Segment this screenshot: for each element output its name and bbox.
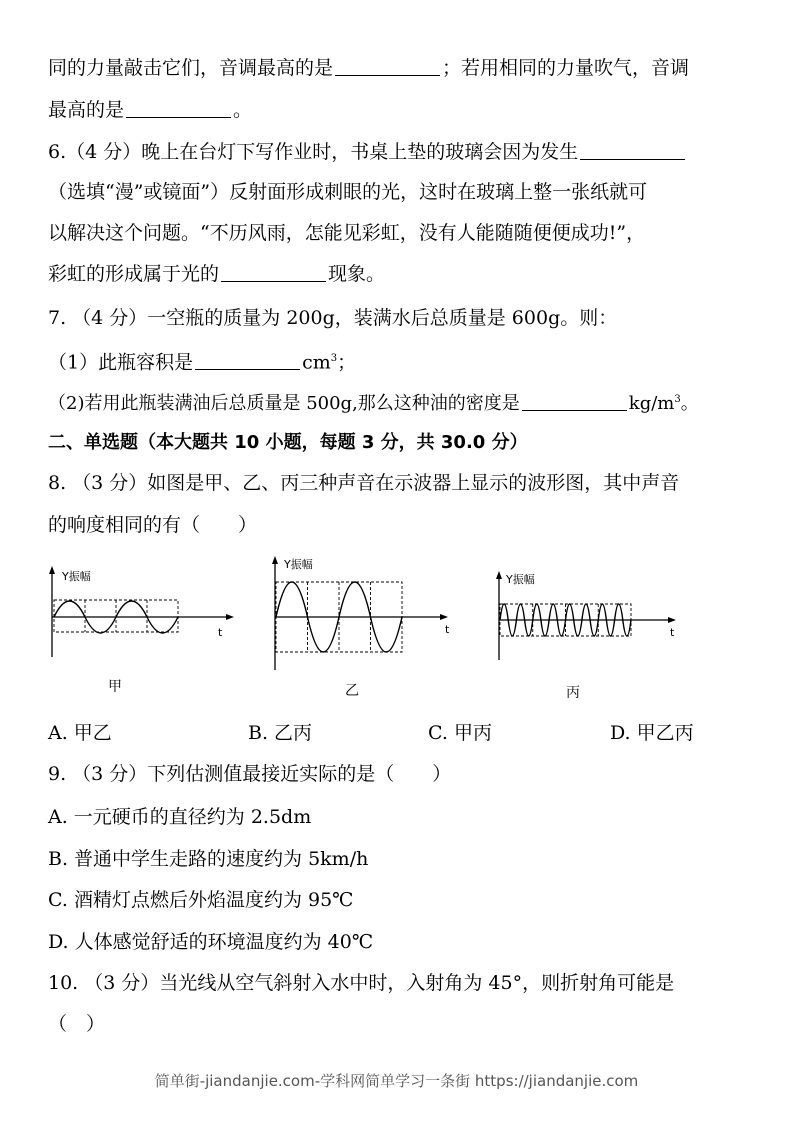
answer-blank[interactable] xyxy=(335,55,440,76)
q8-option-c[interactable]: C. 甲丙 xyxy=(428,722,492,744)
q9-text: 9. （3 分）下列估测值最接近实际的是（ ） xyxy=(48,763,452,785)
x-label: t xyxy=(670,626,675,639)
q6-text-d: 彩虹的形成属于光的 xyxy=(48,263,220,285)
q8-text-b: 的响度相同的有（ ） xyxy=(48,514,258,536)
answer-blank[interactable] xyxy=(126,97,231,118)
q10-line-1 xyxy=(48,970,674,996)
x-axis-arrow xyxy=(668,617,676,623)
waveform-bing xyxy=(486,565,686,665)
q7-p2-unit: kg/m xyxy=(628,393,675,414)
answer-blank[interactable] xyxy=(580,139,685,160)
q5-line-1 xyxy=(48,55,689,81)
q5-text-b: ；若用相同的力量吹气，音调 xyxy=(442,57,690,79)
q8-option-d[interactable]: D. 甲乙丙 xyxy=(610,722,694,744)
y-axis-arrow xyxy=(496,571,502,579)
y-label: Y振幅 xyxy=(284,558,313,571)
q7-p1-unit: cm xyxy=(302,351,331,374)
q6-text-c: 以解决这个问题。“不历风雨，怎能见彩虹，没有人能随随便便成功!”， xyxy=(48,222,646,244)
y-axis-arrow xyxy=(272,556,278,564)
section-title xyxy=(48,430,528,456)
y-label: Y振幅 xyxy=(506,573,535,586)
y-label: Y振幅 xyxy=(62,570,91,583)
q6-line-1 xyxy=(48,139,687,165)
q6-text-e: 现象。 xyxy=(328,263,386,285)
q9-option-a[interactable] xyxy=(48,804,311,830)
caption-bing: 丙 xyxy=(566,685,580,701)
q5-text-a: 同的力量敲击它们，音调最高的是 xyxy=(48,57,334,79)
q9-option-d-text: D. 人体感觉舒适的环境温度约为 40℃ xyxy=(48,931,374,953)
q8-option-b[interactable]: B. 乙丙 xyxy=(248,722,313,744)
q8-text-a: 8. （3 分）如图是甲、乙、丙三种声音在示波器上显示的波形图，其中声音 xyxy=(48,472,680,494)
q10-text-a: 10. （3 分）当光线从空气斜射入水中时，入射角为 45°，则折射角可能是 xyxy=(48,972,675,994)
q8-line-2 xyxy=(48,512,257,538)
q7-p1-text: （1）此瓶容积是 xyxy=(48,351,194,374)
q9-option-c[interactable] xyxy=(48,887,353,913)
answer-blank[interactable] xyxy=(221,261,326,282)
caption-jia: 甲 xyxy=(108,679,122,695)
q7-part-1 xyxy=(48,346,356,375)
q6-text-a: 6.（4 分）晚上在台灯下写作业时，书桌上垫的玻璃会因为发生 xyxy=(48,141,579,163)
x-axis-arrow xyxy=(440,614,448,620)
q5-text-c: 最高的是 xyxy=(48,99,125,121)
q10-line-2 xyxy=(48,1011,105,1037)
x-label: t xyxy=(445,623,450,636)
q5-text-d: 。 xyxy=(233,99,253,121)
q7-stem xyxy=(48,305,617,331)
waveform-yi xyxy=(262,550,462,675)
page-footer: 简单街-jiandanjie.com-学科网简单学习一条街 https://jiandanjie.com xyxy=(154,1072,639,1090)
q7-part-2 xyxy=(48,387,699,417)
caption-yi: 乙 xyxy=(345,683,359,699)
section-title-text: 二、单选题（本大题共 10 小题，每题 3 分，共 30.0 分） xyxy=(48,432,528,453)
q10-text-b: （ ） xyxy=(48,1013,106,1035)
q8-line-1 xyxy=(48,470,679,496)
q7-p2-exp: 3 xyxy=(674,394,681,405)
q6-line-2 xyxy=(48,179,647,205)
waveform-jia xyxy=(40,560,240,660)
q9-option-a-text: A. 一元硬币的直径约为 2.5dm xyxy=(48,806,312,828)
q9-option-b[interactable] xyxy=(48,846,368,872)
q9-stem xyxy=(48,761,451,787)
q7-text: 7. （4 分）一空瓶的质量为 200g，装满水后总质量是 600g。则： xyxy=(48,307,618,329)
x-axis-arrow xyxy=(226,614,234,620)
answer-blank[interactable] xyxy=(522,390,627,411)
q8-option-a[interactable]: A. 甲乙 xyxy=(48,722,112,744)
q7-p1-exp: 3 xyxy=(330,353,338,364)
q7-p1-end: ； xyxy=(337,351,357,374)
q6-text-b: （选填“漫”或镜面”）反射面形成刺眼的光，这时在玻璃上整一张纸就可 xyxy=(48,181,648,203)
q7-p2-end: 。 xyxy=(680,393,699,414)
x-label: t xyxy=(218,626,223,639)
q9-option-d[interactable] xyxy=(48,929,373,955)
q7-p2-text: （2)若用此瓶装满油后总质量是 500g,那么这种油的密度是 xyxy=(48,393,520,414)
q9-option-c-text: C. 酒精灯点燃后外焰温度约为 95℃ xyxy=(48,889,354,911)
q9-option-b-text: B. 普通中学生走路的速度约为 5km/h xyxy=(48,848,369,870)
answer-blank[interactable] xyxy=(195,349,300,370)
q6-line-3 xyxy=(48,220,645,246)
q5-line-2 xyxy=(48,97,252,123)
y-axis-arrow xyxy=(49,566,55,574)
q6-line-4 xyxy=(48,261,385,287)
